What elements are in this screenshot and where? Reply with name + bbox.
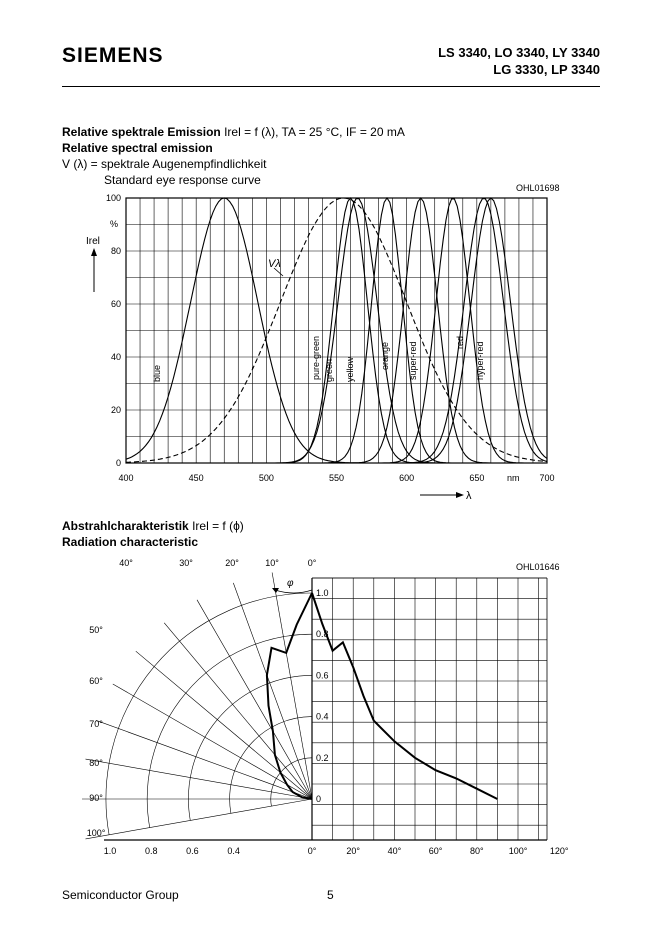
radiation-figure-id: OHL01646 [516, 562, 560, 572]
series-label: green [324, 358, 334, 382]
x-tick-label: 400 [118, 473, 134, 483]
x-tick-label: 550 [328, 473, 345, 483]
x-tick-label: 40° [387, 846, 402, 856]
x-tick-label: 1.0 [103, 846, 117, 856]
radiation-title-en: Radiation characteristic [62, 535, 199, 549]
series-label: yellow [345, 356, 355, 382]
radial-label: 0.4 [316, 711, 329, 722]
spectral-title-de-text: Relative spektrale Emission [62, 125, 221, 139]
spectral-figure-id: OHL01698 [516, 183, 560, 193]
polar-ray [96, 720, 312, 799]
angle-label: 50° [89, 625, 103, 635]
radial-label: 1.0 [316, 588, 329, 598]
x-tick-label: 60° [428, 846, 443, 856]
x-tick-label: 500 [258, 473, 274, 483]
spectral-x-symbol: λ [466, 490, 472, 502]
angle-label: 20° [225, 558, 239, 568]
radiation-labels [87, 558, 569, 856]
spectral-y-label: Irel [86, 236, 100, 247]
x-tick-label: 650 [469, 473, 485, 483]
angle-label: 80° [89, 758, 103, 768]
page-number: 5 [327, 888, 334, 902]
polar-ray [164, 623, 312, 799]
x-tick-label: nm [507, 473, 520, 483]
radiation-grid [82, 573, 547, 841]
y-tick-label: 40 [110, 352, 121, 362]
phi-arc [275, 590, 312, 593]
x-tick-label: 100° [508, 846, 528, 856]
series-label: orange [380, 341, 390, 370]
radiation-title-formula: Irel = f (ϕ) [192, 519, 244, 533]
x-tick-label: 0° [307, 846, 317, 856]
angle-label: 100° [86, 828, 106, 838]
models-line-1: LS 3340, LO 3340, LY 3340 [438, 45, 600, 60]
y-tick-label: 60 [110, 299, 121, 309]
x-tick-label: 20° [346, 846, 361, 856]
radiation-title-de-text: Abstrahlcharakteristik [62, 519, 189, 533]
angle-label: 90° [89, 793, 103, 803]
v-lambda-en: Standard eye response curve [104, 173, 261, 187]
radial-label: 0 [316, 794, 322, 804]
angle-label: 70° [89, 719, 103, 729]
angle-label: 10° [265, 558, 279, 568]
spectral-title-en: Relative spectral emission [62, 141, 213, 155]
spectral-title-formula: Irel = f (λ), TA = 25 °C, IF = 20 mA [224, 125, 405, 139]
y-tick-label: 0 [115, 458, 121, 468]
models-line-2: LG 3330, LP 3340 [493, 62, 600, 77]
spectral-unit-percent: % [110, 219, 119, 229]
linear-curve [312, 593, 497, 799]
angle-label: 60° [89, 676, 103, 686]
radial-label: 0.6 [316, 670, 329, 681]
siemens-logo: SIEMENS [62, 44, 164, 67]
polar-ray [136, 651, 312, 799]
series-label: super-red [408, 341, 418, 380]
y-tick-label: 20 [110, 405, 121, 415]
x-tick-label: 0.4 [227, 846, 240, 856]
x-tick-label: 0.6 [186, 846, 199, 856]
angle-label: 30° [179, 558, 193, 568]
radial-label: 0.2 [316, 752, 329, 763]
series-label: pure-green [311, 335, 321, 380]
y-tick-label: 80 [110, 246, 121, 256]
radiation-curves [267, 593, 498, 799]
v-lambda-label: Vλ [268, 258, 281, 270]
x-tick-label: 0.8 [144, 846, 158, 856]
x-tick-label: 450 [188, 473, 204, 483]
v-lambda-de: V (λ) = spektrale Augenempfindlichkeit [62, 157, 267, 171]
series-label: blue [152, 364, 162, 382]
angle-label: 0° [307, 558, 317, 568]
x-tick-label: 600 [399, 473, 415, 483]
x-tick-label: 700 [539, 473, 555, 483]
phi-label: φ [287, 578, 294, 589]
x-tick-label: 120° [549, 846, 569, 856]
footer-group: Semiconductor Group [62, 888, 179, 902]
polar-ray [86, 799, 313, 839]
x-tick-label: 80° [469, 846, 484, 856]
radial-label: 0.8 [316, 629, 329, 640]
series-label: red [455, 335, 465, 349]
series-label: hyper-red [475, 341, 485, 380]
angle-label: 40° [119, 558, 133, 568]
y-tick-label: 100 [105, 193, 121, 203]
polar-curve [267, 593, 312, 799]
